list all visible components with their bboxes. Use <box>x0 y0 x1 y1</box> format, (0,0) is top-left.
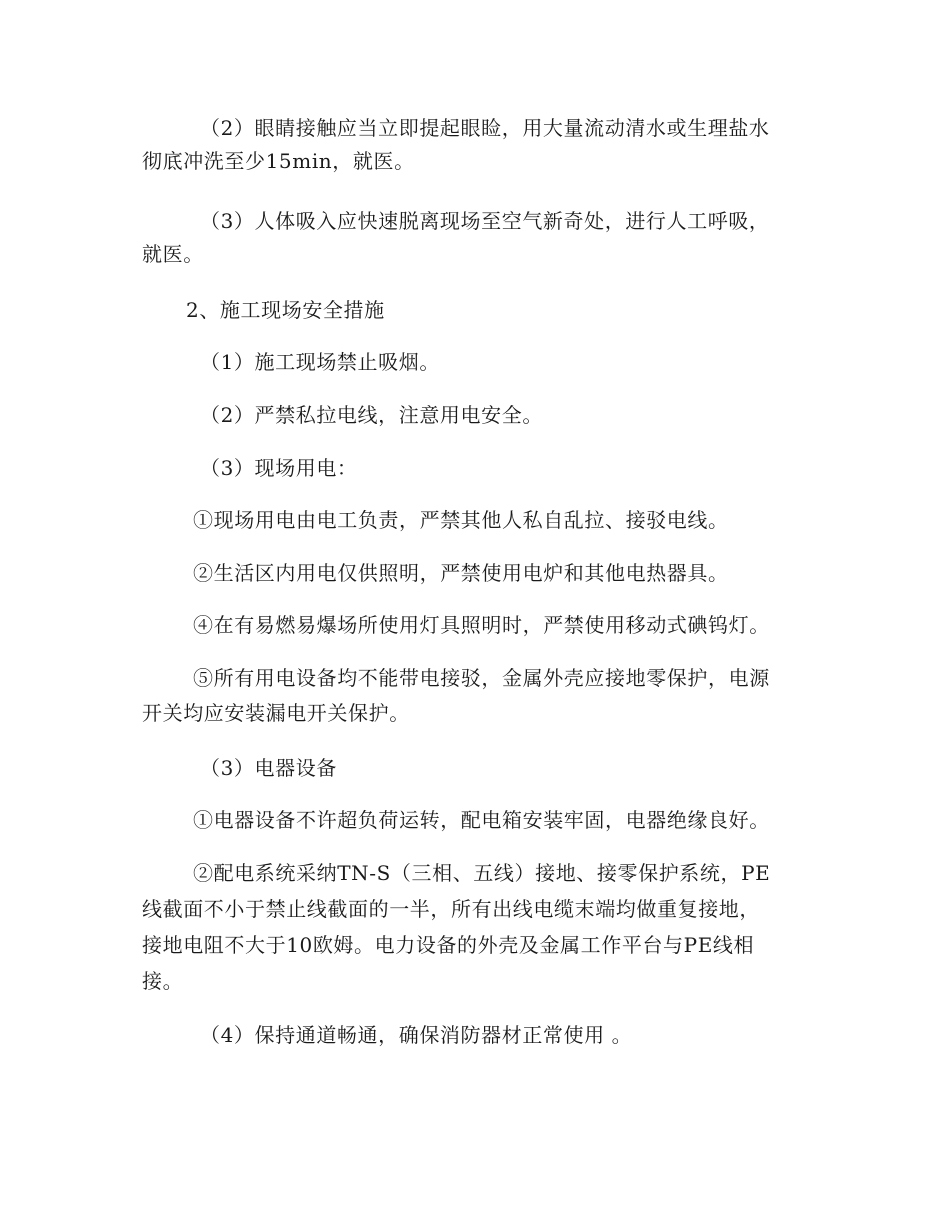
power-item-5-line-1: ⑤所有用电设备均不能带电接驳，金属外壳应接地零保护，电源 <box>193 666 770 690</box>
subheading-electrical-equipment: （3）电器设备 <box>200 756 337 780</box>
inhalation-line-2: 就医。 <box>142 242 204 266</box>
inhalation-line-1: （3）人体吸入应快速脱离现场至空气新奇处，进行人工呼吸， <box>200 209 770 233</box>
equipment-item-2-line-2: 线截面不小于禁止线截面的一半，所有出线电缆末端均做重复接地， <box>142 897 760 921</box>
power-item-4: ④在有易燃易爆场所使用灯具照明时，严禁使用移动式碘钨灯。 <box>193 613 770 637</box>
power-item-1: ①现场用电由电工负责，严禁其他人私自乱拉、接驳电线。 <box>193 508 729 532</box>
equipment-item-2-line-3: 接地电阻不大于10欧姆。电力设备的外壳及金属工作平台与PE线相 <box>142 933 755 957</box>
equipment-item-2-line-4: 接。 <box>142 969 184 993</box>
rule-keep-passages-clear: （4）保持通道畅通，确保消防器材正常使用 。 <box>200 1023 633 1047</box>
rule-no-private-wiring: （2）严禁私拉电线，注意用电安全。 <box>200 403 543 427</box>
eye-contact-line-2: 彻底冲洗至少15min，就医。 <box>142 149 415 173</box>
subheading-site-power: （3）现场用电： <box>200 456 358 480</box>
equipment-item-1: ①电器设备不许超负荷运转，配电箱安装牢固，电器绝缘良好。 <box>193 808 770 832</box>
equipment-item-2-line-1: ②配电系统采纳TN-S（三相、五线）接地、接零保护系统，PE <box>193 861 771 885</box>
power-item-5-line-2: 开关均应安装漏电开关保护。 <box>142 701 410 725</box>
eye-contact-line-1: （2）眼睛接触应当立即提起眼睑，用大量流动清水或生理盐水 <box>200 116 770 140</box>
rule-no-smoking: （1）施工现场禁止吸烟。 <box>200 350 440 374</box>
power-item-2: ②生活区内用电仅供照明，严禁使用电炉和其他电热器具。 <box>193 561 729 585</box>
section-heading: 2、施工现场安全措施 <box>186 298 385 322</box>
